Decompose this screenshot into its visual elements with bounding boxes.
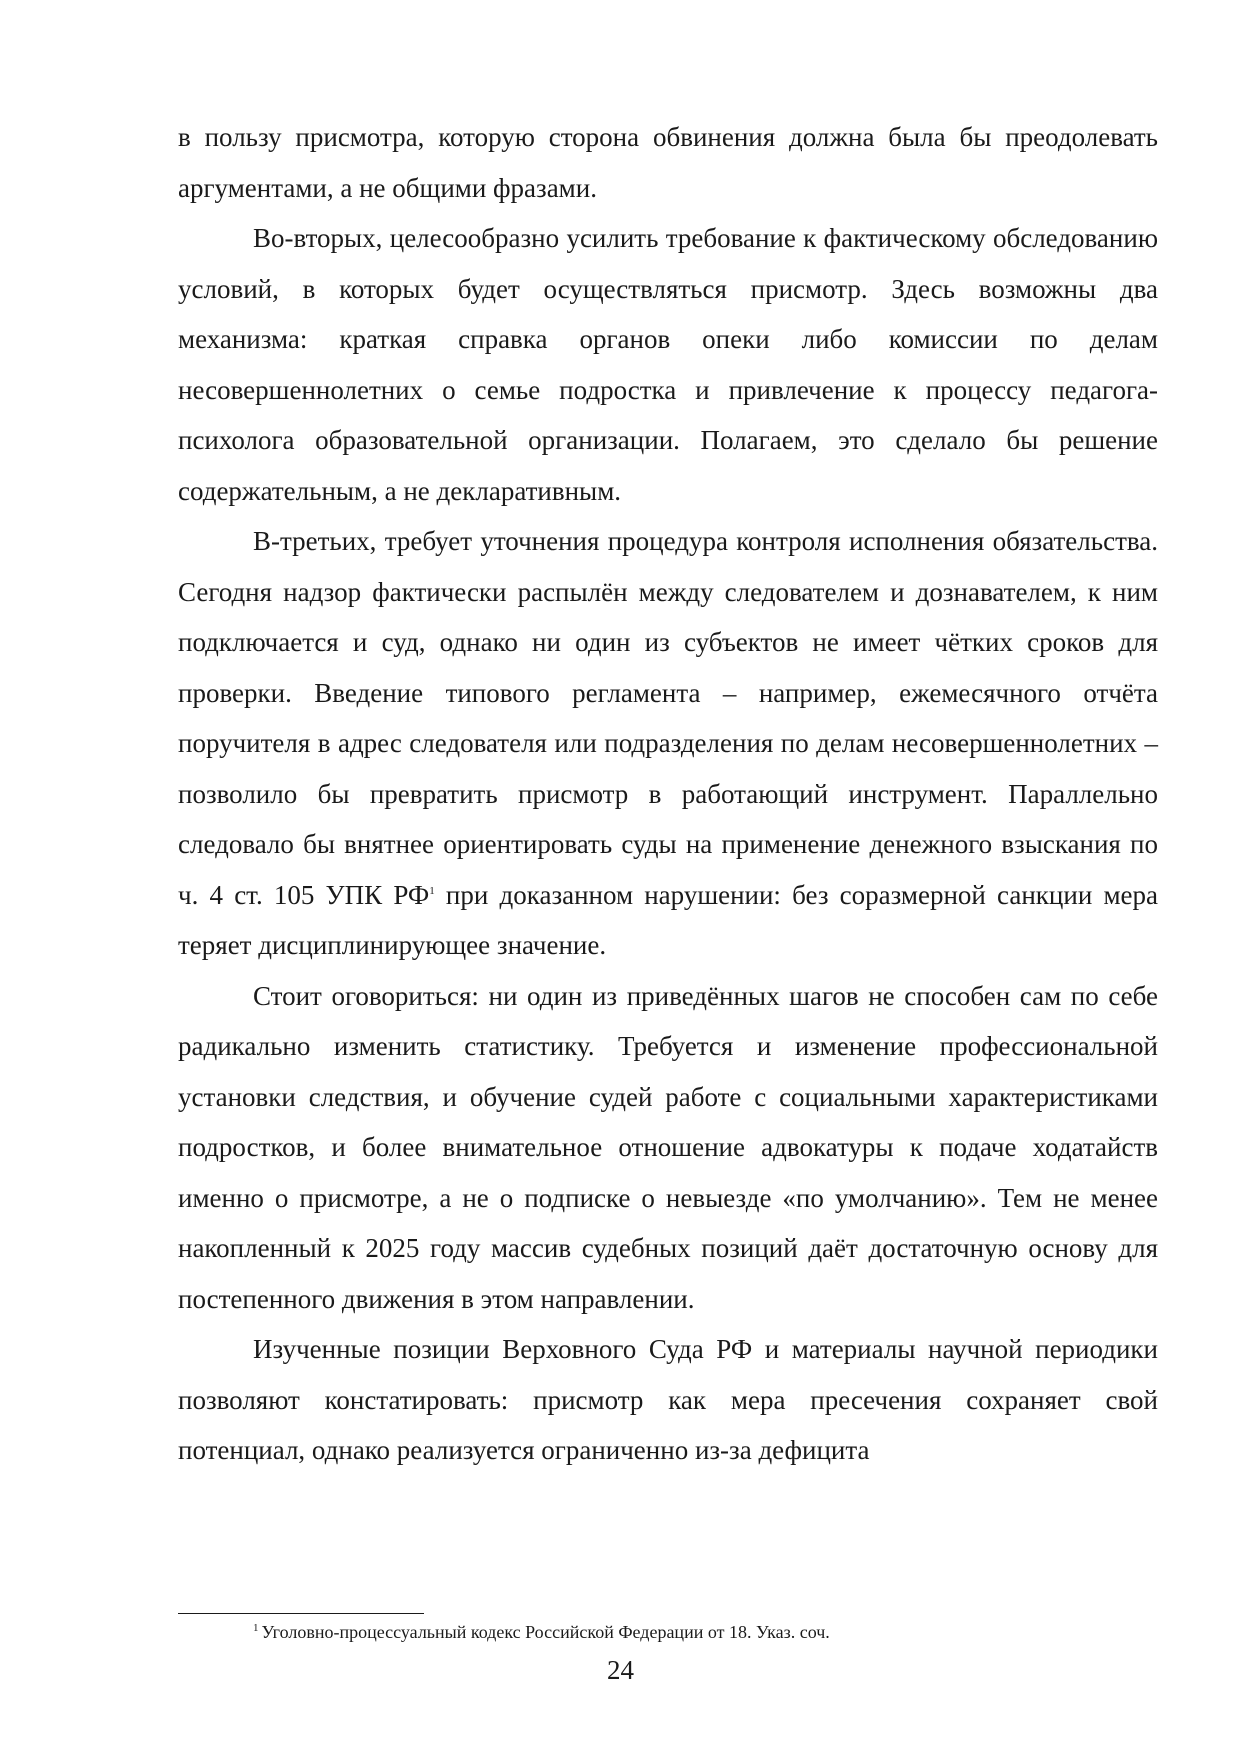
page-number: 24	[607, 1655, 634, 1685]
body-text	[178, 112, 1158, 1476]
footnote	[253, 1620, 1153, 1644]
footnote-number: 1	[253, 1622, 259, 1634]
footnote-separator	[178, 1613, 424, 1614]
paragraph-with-footnote-ref	[178, 516, 1158, 971]
footnote-text: Уголовно-процессуальный кодекс Российской Федерации от 18. Указ. соч.	[261, 1622, 830, 1642]
paragraph-text: В-третьих, требует уточнения процедура контроля исполнения обязательства. Сегодня надзор фактически распылён между следователем и дознавателем, к ним подключается и суд, однако ни один из субъектов не имеет чётких сроков для проверки. Введение типового регламента – например, ежемесячного отчёта поручителя в адрес следователя или подразделения по делам несовершеннолетних – позволило бы превратить присмотр в работающий инструмент. Параллельно следовало бы внятнее ориентировать суды на применение денежного взыскания по ч. 4 ст. 105 УПК РФ	[178, 526, 1158, 910]
paragraph-text: при доказанном нарушении: без соразмерной санкции мера теряет дисциплинирующее значение.	[178, 879, 1159, 960]
paragraph: Во-вторых, целесообразно усилить требование к фактическому обследованию условий, в которых будет осуществляться присмотр. Здесь возможны два механизма: краткая справка органов опеки либо комиссии по делам несовершеннолетних о семье подростка и привлечение к процессу педагога-психолога образовательной организации. Полагаем, это сделало бы решение содержательным, а не декларативным.	[178, 223, 1158, 506]
paragraph: Стоит оговориться: ни один из приведённых шагов не способен сам по себе радикально изменить статистику. Требуется и изменение профессиональной установки следствия, и обучение судей работе с социальными характеристиками подростков, и более внимательное отношение адвокатуры к подаче ходатайств именно о присмотре, а не о подписке о невыезде «по умолчанию». Тем не менее накопленный к 2025 году массив судебных позиций даёт достаточную основу для постепенного движения в этом направлении.	[178, 980, 1158, 1314]
paragraph: в пользу присмотра, которую сторона обвинения должна была бы преодолевать аргументами, а не общими фразами.	[178, 122, 1158, 203]
footnote-reference[interactable]: 1	[429, 884, 435, 897]
paragraph: Изученные позиции Верховного Суда РФ и материалы научной периодики позволяют констатировать: присмотр как мера пресечения сохраняет свой потенциал, однако реализуется ограниченно из-за дефицита	[178, 1334, 1158, 1465]
